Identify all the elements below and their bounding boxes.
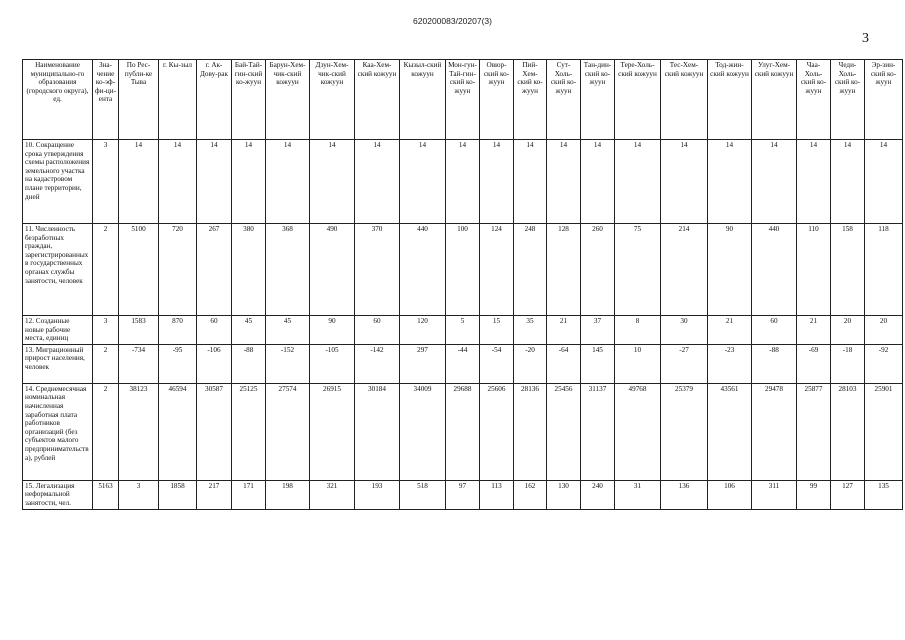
value-cell: 14 bbox=[232, 140, 266, 224]
header-cell: Тан-дин-ский ко-жуун bbox=[581, 60, 615, 140]
value-cell: 49768 bbox=[615, 383, 661, 480]
header-cell: г. Ак-Дову-рак bbox=[197, 60, 232, 140]
value-cell: -69 bbox=[797, 344, 831, 383]
value-cell: 60 bbox=[197, 316, 232, 345]
indicator-name: 15. Легализация неформальной занятости, чел. bbox=[23, 480, 93, 509]
value-cell: 321 bbox=[310, 480, 355, 509]
value-cell: 14 bbox=[480, 140, 514, 224]
value-cell: 120 bbox=[400, 316, 446, 345]
value-cell: 25456 bbox=[547, 383, 581, 480]
value-cell: 31 bbox=[615, 480, 661, 509]
value-cell: -27 bbox=[661, 344, 708, 383]
value-cell: 25379 bbox=[661, 383, 708, 480]
value-cell: 14 bbox=[310, 140, 355, 224]
value-cell: 20 bbox=[831, 316, 865, 345]
value-cell: 490 bbox=[310, 224, 355, 316]
header-cell: Эр-зин-ский ко-жуун bbox=[865, 60, 903, 140]
value-cell: 100 bbox=[446, 224, 480, 316]
value-cell: 46594 bbox=[159, 383, 197, 480]
value-cell: -152 bbox=[266, 344, 310, 383]
indicator-name: 14. Среднемесячная номинальная начисленная заработная плата работников организаций (без субъектов малого предпринимательства), рублей bbox=[23, 383, 93, 480]
table-body bbox=[23, 140, 903, 510]
value-cell: 3 bbox=[93, 316, 119, 345]
header-cell: Зна-чение ко-эф-фи-ци-ента bbox=[93, 60, 119, 140]
value-cell: 28136 bbox=[514, 383, 547, 480]
value-cell: -106 bbox=[197, 344, 232, 383]
value-cell: 3 bbox=[93, 140, 119, 224]
header-cell: Наименование муниципально-го образования (городского округа), ед. bbox=[23, 60, 93, 140]
value-cell: 127 bbox=[831, 480, 865, 509]
header-cell: Чеди-Холь-ский ко-жуун bbox=[831, 60, 865, 140]
value-cell: 26915 bbox=[310, 383, 355, 480]
value-cell: 25606 bbox=[480, 383, 514, 480]
value-cell: 171 bbox=[232, 480, 266, 509]
value-cell: -734 bbox=[119, 344, 159, 383]
indicator-name: 11. Численность безработных граждан, зарегистрированных в государственных органах службы занятости, человек bbox=[23, 224, 93, 316]
indicator-name: 13. Миграционный прирост населения, человек bbox=[23, 344, 93, 383]
table-row bbox=[23, 344, 903, 383]
value-cell: 14 bbox=[514, 140, 547, 224]
value-cell: 217 bbox=[197, 480, 232, 509]
value-cell: 14 bbox=[831, 140, 865, 224]
value-cell: 29688 bbox=[446, 383, 480, 480]
value-cell: 21 bbox=[797, 316, 831, 345]
value-cell: 870 bbox=[159, 316, 197, 345]
value-cell: 162 bbox=[514, 480, 547, 509]
value-cell: 35 bbox=[514, 316, 547, 345]
value-cell: 135 bbox=[865, 480, 903, 509]
header-cell: Тере-Холь-ский кожуун bbox=[615, 60, 661, 140]
value-cell: 30587 bbox=[197, 383, 232, 480]
header-cell: Тод-жин-ский кожуун bbox=[708, 60, 752, 140]
value-cell: 21 bbox=[547, 316, 581, 345]
value-cell: 158 bbox=[831, 224, 865, 316]
table-row bbox=[23, 316, 903, 345]
value-cell: 193 bbox=[355, 480, 400, 509]
value-cell: 43561 bbox=[708, 383, 752, 480]
document-code: 620200083/20207(3) bbox=[413, 16, 492, 26]
value-cell: 14 bbox=[615, 140, 661, 224]
value-cell: 297 bbox=[400, 344, 446, 383]
header-cell: Бай-Тай-гин-ский ко-жуун bbox=[232, 60, 266, 140]
value-cell: 1858 bbox=[159, 480, 197, 509]
value-cell: 14 bbox=[266, 140, 310, 224]
value-cell: -92 bbox=[865, 344, 903, 383]
indicator-name: 10. Сокращение срока утверждения схемы расположения земельного участка на кадастровом плане территории, дней bbox=[23, 140, 93, 224]
value-cell: 90 bbox=[310, 316, 355, 345]
header-cell: Сут-Холь-ский ко-жуун bbox=[547, 60, 581, 140]
value-cell: 37 bbox=[581, 316, 615, 345]
value-cell: 128 bbox=[547, 224, 581, 316]
value-cell: 34009 bbox=[400, 383, 446, 480]
value-cell: 260 bbox=[581, 224, 615, 316]
value-cell: 2 bbox=[93, 383, 119, 480]
value-cell: 27574 bbox=[266, 383, 310, 480]
value-cell: 380 bbox=[232, 224, 266, 316]
header-cell: Тес-Хем-ский кожуун bbox=[661, 60, 708, 140]
header-cell: Кызыл-ский кожуун bbox=[400, 60, 446, 140]
header-cell: Улуг-Хем-ский кожуун bbox=[752, 60, 797, 140]
value-cell: 136 bbox=[661, 480, 708, 509]
header-cell: По Рес-публи-ке Тыва bbox=[119, 60, 159, 140]
header-cell: Дзун-Хем-чик-ский кожуун bbox=[310, 60, 355, 140]
value-cell: 75 bbox=[615, 224, 661, 316]
value-cell: 2 bbox=[93, 344, 119, 383]
value-cell: 368 bbox=[266, 224, 310, 316]
header-cell: Барун-Хем-чик-ский кожуун bbox=[266, 60, 310, 140]
value-cell: 248 bbox=[514, 224, 547, 316]
value-cell: 97 bbox=[446, 480, 480, 509]
value-cell: 14 bbox=[159, 140, 197, 224]
value-cell: 1583 bbox=[119, 316, 159, 345]
value-cell: 99 bbox=[797, 480, 831, 509]
indicators-table bbox=[22, 59, 903, 510]
value-cell: 130 bbox=[547, 480, 581, 509]
value-cell: 30 bbox=[661, 316, 708, 345]
value-cell: 90 bbox=[708, 224, 752, 316]
value-cell: 5 bbox=[446, 316, 480, 345]
value-cell: 25125 bbox=[232, 383, 266, 480]
value-cell: 440 bbox=[752, 224, 797, 316]
page-number: 3 bbox=[862, 31, 869, 46]
value-cell: 14 bbox=[197, 140, 232, 224]
value-cell: -88 bbox=[232, 344, 266, 383]
value-cell: 20 bbox=[865, 316, 903, 345]
indicator-name: 12. Созданные новые рабочие места, единиц bbox=[23, 316, 93, 345]
value-cell: 267 bbox=[197, 224, 232, 316]
value-cell: 3 bbox=[119, 480, 159, 509]
value-cell: 5100 bbox=[119, 224, 159, 316]
value-cell: 198 bbox=[266, 480, 310, 509]
value-cell: 370 bbox=[355, 224, 400, 316]
value-cell: 14 bbox=[708, 140, 752, 224]
value-cell: 14 bbox=[355, 140, 400, 224]
value-cell: 110 bbox=[797, 224, 831, 316]
value-cell: 214 bbox=[661, 224, 708, 316]
value-cell: 311 bbox=[752, 480, 797, 509]
value-cell: 14 bbox=[400, 140, 446, 224]
value-cell: 45 bbox=[266, 316, 310, 345]
header-row bbox=[23, 60, 903, 140]
table-row bbox=[23, 383, 903, 480]
value-cell: -18 bbox=[831, 344, 865, 383]
value-cell: -95 bbox=[159, 344, 197, 383]
value-cell: -88 bbox=[752, 344, 797, 383]
value-cell: 14 bbox=[581, 140, 615, 224]
value-cell: 5163 bbox=[93, 480, 119, 509]
value-cell: -64 bbox=[547, 344, 581, 383]
value-cell: -142 bbox=[355, 344, 400, 383]
value-cell: 60 bbox=[752, 316, 797, 345]
value-cell: 8 bbox=[615, 316, 661, 345]
value-cell: 14 bbox=[661, 140, 708, 224]
value-cell: 14 bbox=[119, 140, 159, 224]
header-cell: г. Кы-зыл bbox=[159, 60, 197, 140]
table-row bbox=[23, 224, 903, 316]
value-cell: 14 bbox=[446, 140, 480, 224]
value-cell: 21 bbox=[708, 316, 752, 345]
value-cell: 145 bbox=[581, 344, 615, 383]
value-cell: 30184 bbox=[355, 383, 400, 480]
value-cell: 15 bbox=[480, 316, 514, 345]
header-cell: Каа-Хем-ский кожуун bbox=[355, 60, 400, 140]
value-cell: 14 bbox=[752, 140, 797, 224]
value-cell: 31137 bbox=[581, 383, 615, 480]
value-cell: 60 bbox=[355, 316, 400, 345]
value-cell: -20 bbox=[514, 344, 547, 383]
value-cell: 29478 bbox=[752, 383, 797, 480]
table-row bbox=[23, 140, 903, 224]
value-cell: 106 bbox=[708, 480, 752, 509]
value-cell: -44 bbox=[446, 344, 480, 383]
value-cell: 2 bbox=[93, 224, 119, 316]
value-cell: 113 bbox=[480, 480, 514, 509]
value-cell: 38123 bbox=[119, 383, 159, 480]
value-cell: 518 bbox=[400, 480, 446, 509]
value-cell: 25901 bbox=[865, 383, 903, 480]
value-cell: -23 bbox=[708, 344, 752, 383]
value-cell: 14 bbox=[797, 140, 831, 224]
header-cell: Пий-Хем-ский ко-жуун bbox=[514, 60, 547, 140]
value-cell: 14 bbox=[865, 140, 903, 224]
header-cell: Мон-гун-Тай-гин-ский ко-жуун bbox=[446, 60, 480, 140]
header-cell: Овюр-ский ко-жуун bbox=[480, 60, 514, 140]
value-cell: 118 bbox=[865, 224, 903, 316]
value-cell: 14 bbox=[547, 140, 581, 224]
value-cell: -105 bbox=[310, 344, 355, 383]
value-cell: 25877 bbox=[797, 383, 831, 480]
value-cell: 28103 bbox=[831, 383, 865, 480]
value-cell: -54 bbox=[480, 344, 514, 383]
value-cell: 240 bbox=[581, 480, 615, 509]
value-cell: 124 bbox=[480, 224, 514, 316]
value-cell: 720 bbox=[159, 224, 197, 316]
value-cell: 10 bbox=[615, 344, 661, 383]
table-row bbox=[23, 480, 903, 509]
value-cell: 440 bbox=[400, 224, 446, 316]
header-cell: Чаа-Холь-ский ко-жуун bbox=[797, 60, 831, 140]
value-cell: 45 bbox=[232, 316, 266, 345]
